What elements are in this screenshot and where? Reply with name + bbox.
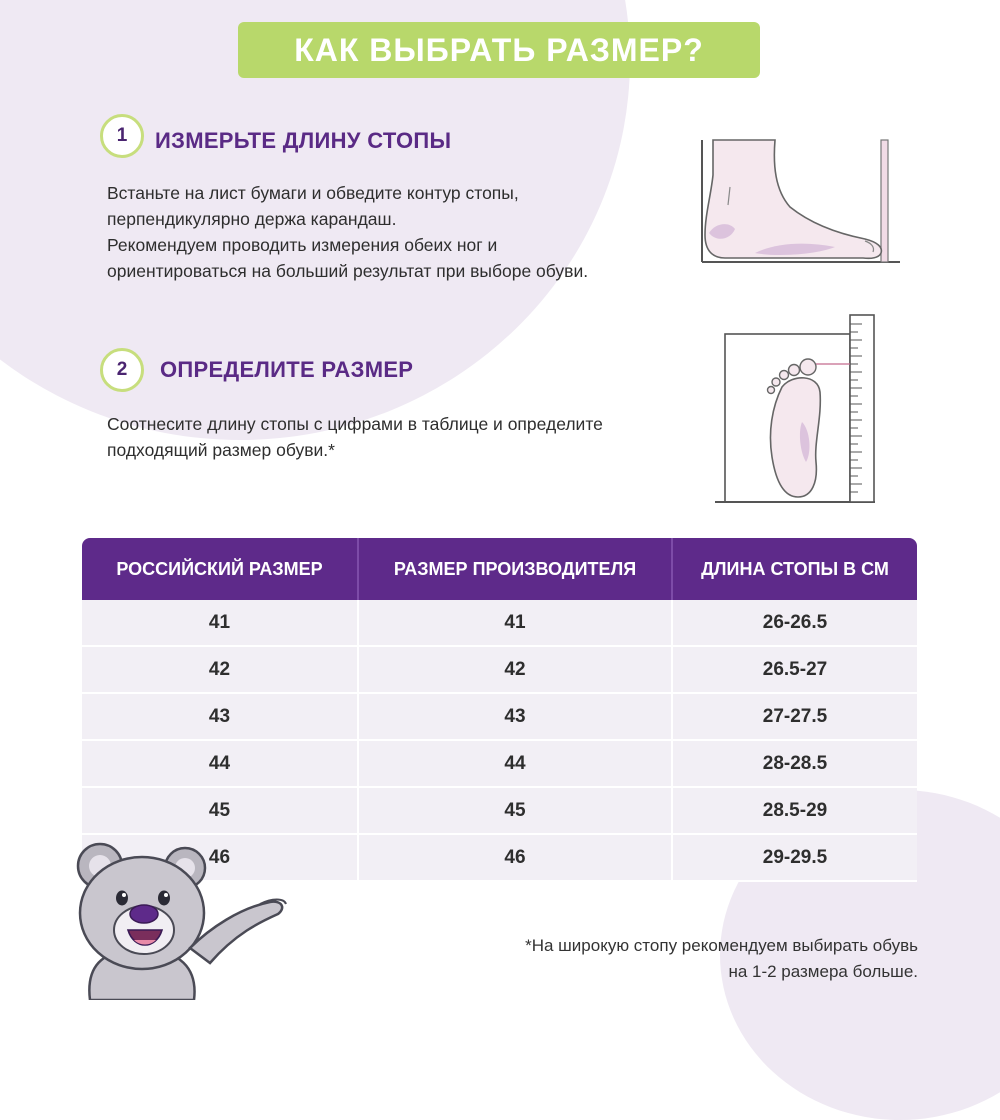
cell-manufacturer-size: 46 bbox=[358, 834, 672, 881]
cell-foot-length: 27-27.5 bbox=[672, 693, 917, 740]
cell-russian-size: 45 bbox=[82, 787, 358, 834]
step-1-line: перпендикулярно держа карандаш. bbox=[107, 209, 397, 229]
step-1-line: Встаньте на лист бумаги и обведите контур стопы, bbox=[107, 183, 519, 203]
cell-foot-length: 29-29.5 bbox=[672, 834, 917, 881]
cell-russian-size: 46 bbox=[82, 834, 358, 881]
table-row bbox=[82, 646, 917, 693]
cell-russian-size: 44 bbox=[82, 740, 358, 787]
step-1-number-badge bbox=[100, 114, 144, 158]
step-2-line: подходящий размер обуви.* bbox=[107, 440, 335, 460]
foot-side-illustration bbox=[695, 135, 905, 270]
table-row bbox=[82, 693, 917, 740]
step-1-line: Рекомендуем проводить измерения обеих ног и bbox=[107, 235, 498, 255]
cell-manufacturer-size: 43 bbox=[358, 693, 672, 740]
step-1-description bbox=[107, 180, 588, 284]
page-title: КАК ВЫБРАТЬ РАЗМЕР? bbox=[294, 31, 704, 68]
size-table bbox=[82, 538, 917, 882]
step-1-title: ИЗМЕРЬТЕ ДЛИНУ СТОПЫ bbox=[155, 128, 452, 153]
footnote-line: на 1-2 размера больше. bbox=[728, 962, 918, 981]
cell-foot-length: 26.5-27 bbox=[672, 646, 917, 693]
column-header-russian-size: РОССИЙСКИЙ РАЗМЕР bbox=[82, 538, 358, 600]
foot-sole-ruler-illustration bbox=[710, 312, 880, 508]
table-row bbox=[82, 787, 917, 834]
cell-foot-length: 26-26.5 bbox=[672, 600, 917, 646]
table-row bbox=[82, 600, 917, 646]
step-1-number: 1 bbox=[116, 125, 128, 146]
title-banner bbox=[238, 22, 760, 78]
cell-manufacturer-size: 41 bbox=[358, 600, 672, 646]
step-2-description bbox=[107, 411, 603, 463]
column-header-foot-length: ДЛИНА СТОПЫ В СМ bbox=[672, 538, 917, 600]
cell-russian-size: 42 bbox=[82, 646, 358, 693]
step-2-line: Соотнесите длину стопы с цифрами в таблице и определите bbox=[107, 414, 603, 434]
step-2-number: 2 bbox=[116, 359, 128, 380]
cell-foot-length: 28.5-29 bbox=[672, 787, 917, 834]
cell-manufacturer-size: 42 bbox=[358, 646, 672, 693]
cell-manufacturer-size: 45 bbox=[358, 787, 672, 834]
column-header-manufacturer-size: РАЗМЕР ПРОИЗВОДИТЕЛЯ bbox=[358, 538, 672, 600]
bear-mascot-icon bbox=[60, 838, 290, 1000]
cell-russian-size: 41 bbox=[82, 600, 358, 646]
footnote-line: *На широкую стопу рекомендуем выбирать обувь bbox=[525, 936, 918, 955]
footnote bbox=[525, 933, 918, 985]
cell-russian-size: 43 bbox=[82, 693, 358, 740]
table-row bbox=[82, 740, 917, 787]
step-2-number-badge bbox=[100, 348, 144, 392]
step-1-line: ориентироваться на больший результат при выборе обуви. bbox=[107, 261, 589, 281]
table-header-row bbox=[82, 538, 917, 600]
cell-foot-length: 28-28.5 bbox=[672, 740, 917, 787]
cell-manufacturer-size: 44 bbox=[358, 740, 672, 787]
step-2-title: ОПРЕДЕЛИТЕ РАЗМЕР bbox=[160, 357, 414, 382]
